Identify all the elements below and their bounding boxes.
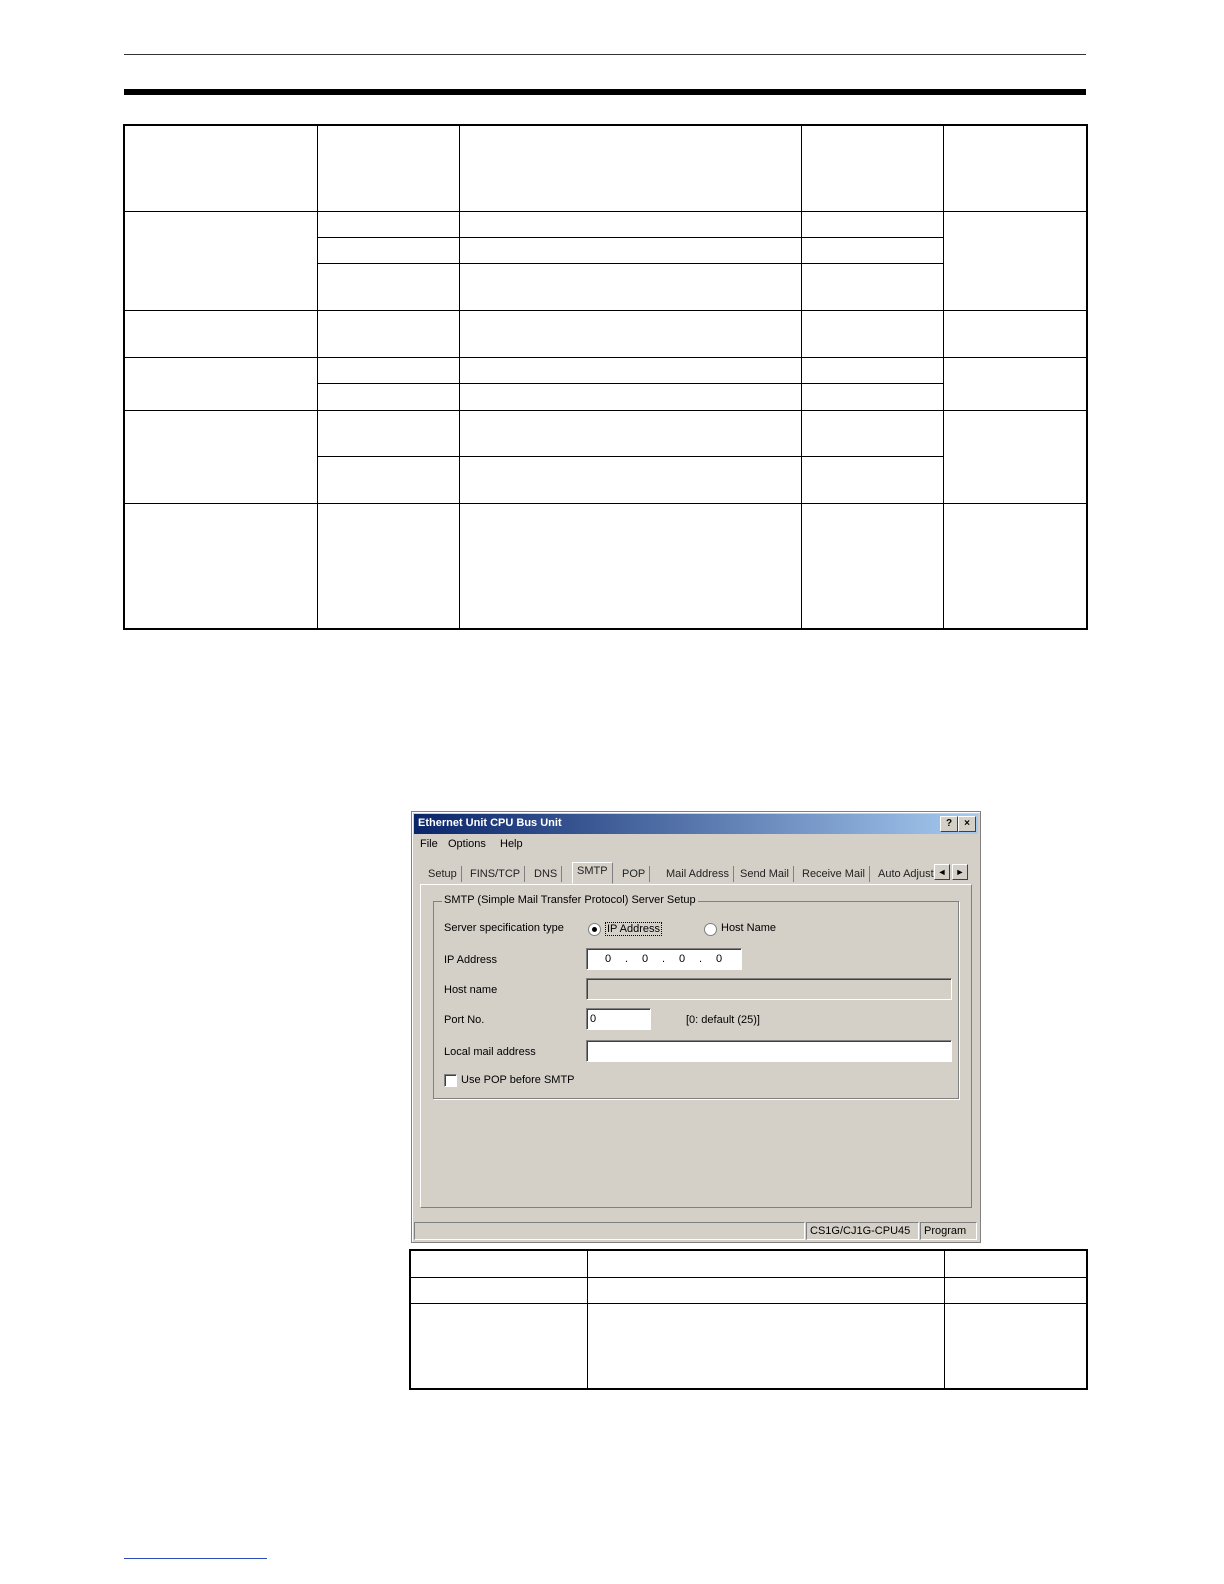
- table-row: [124, 211, 1087, 237]
- close-button[interactable]: ×: [958, 816, 976, 832]
- tab-strip: [424, 862, 976, 884]
- ip-address-field[interactable]: [586, 948, 742, 970]
- host-name-field[interactable]: [586, 978, 952, 1000]
- menu-bar: [414, 836, 978, 854]
- ip-dot: .: [699, 953, 703, 965]
- pop-before-smtp-label[interactable]: Use POP before SMTP: [461, 1074, 575, 1086]
- table-row: [124, 410, 1087, 456]
- menu-options[interactable]: Options: [448, 838, 486, 850]
- server-spec-type-label: Server specification type: [444, 922, 564, 934]
- tab-smtp[interactable]: SMTP: [572, 862, 613, 884]
- port-no-field[interactable]: 0: [586, 1008, 651, 1030]
- help-button[interactable]: ?: [940, 816, 958, 832]
- ip-octet-3: 0: [679, 953, 686, 965]
- footer-rule: [124, 1558, 267, 1559]
- ip-address-label: IP Address: [444, 954, 497, 966]
- title-bar[interactable]: [414, 814, 978, 834]
- status-mode: Program: [920, 1222, 977, 1240]
- window-title: Ethernet Unit CPU Bus Unit: [418, 817, 562, 829]
- parameter-table: [409, 1249, 1088, 1390]
- header-rule-thick: [124, 89, 1086, 95]
- ip-octet-1: 0: [605, 953, 612, 965]
- header-rule-thin: [124, 54, 1086, 55]
- ip-dot: .: [662, 953, 666, 965]
- table-row: [124, 310, 1087, 357]
- radio-ip-address-label[interactable]: IP Address: [607, 923, 660, 935]
- table-row: [410, 1277, 1087, 1303]
- tab-fins-tcp[interactable]: FINS/TCP: [466, 866, 525, 882]
- status-cell-empty: [414, 1222, 805, 1240]
- table-row: [124, 357, 1087, 383]
- local-mail-address-label: Local mail address: [444, 1046, 536, 1058]
- status-model: CS1G/CJ1G-CPU45: [806, 1222, 919, 1240]
- ethernet-unit-dialog: [411, 811, 981, 1243]
- radio-host-name-label[interactable]: Host Name: [721, 922, 777, 934]
- menu-help[interactable]: Help: [500, 838, 523, 850]
- tab-pop[interactable]: POP: [618, 866, 650, 882]
- group-title: SMTP (Simple Mail Transfer Protocol) Server Setup: [444, 894, 696, 906]
- tab-mail-address[interactable]: Mail Address: [662, 866, 734, 882]
- host-name-label: Host name: [444, 984, 498, 996]
- ip-octet-4: 0: [716, 953, 723, 965]
- port-no-label: Port No.: [444, 1014, 485, 1026]
- tab-scroll-right-icon[interactable]: ►: [952, 864, 968, 880]
- table-row: [124, 503, 1087, 629]
- tab-dns[interactable]: DNS: [530, 866, 562, 882]
- pop-before-smtp-checkbox[interactable]: [444, 1074, 457, 1087]
- smtp-tab-panel: [420, 884, 972, 1208]
- table-header-row: [124, 125, 1087, 211]
- menu-file[interactable]: File: [420, 838, 438, 850]
- tab-send-mail[interactable]: Send Mail: [736, 866, 794, 882]
- tab-auto-adjust[interactable]: Auto Adjust: [878, 868, 934, 880]
- ip-dot: .: [625, 953, 629, 965]
- tab-setup[interactable]: Setup: [424, 866, 462, 882]
- table-row: [410, 1303, 1087, 1389]
- local-mail-address-field[interactable]: [586, 1040, 952, 1062]
- settings-table: [123, 124, 1088, 630]
- smtp-server-setup-group: [433, 894, 959, 1099]
- port-default-hint: [0: default (25)]: [686, 1014, 760, 1026]
- radio-ip-address[interactable]: [588, 923, 601, 936]
- tab-receive-mail[interactable]: Receive Mail: [798, 866, 870, 882]
- table-header-row: [410, 1250, 1087, 1277]
- radio-host-name[interactable]: [704, 923, 717, 936]
- tab-scroll-left-icon[interactable]: ◄: [934, 864, 950, 880]
- ip-octet-2: 0: [642, 953, 649, 965]
- status-bar: [414, 1220, 978, 1240]
